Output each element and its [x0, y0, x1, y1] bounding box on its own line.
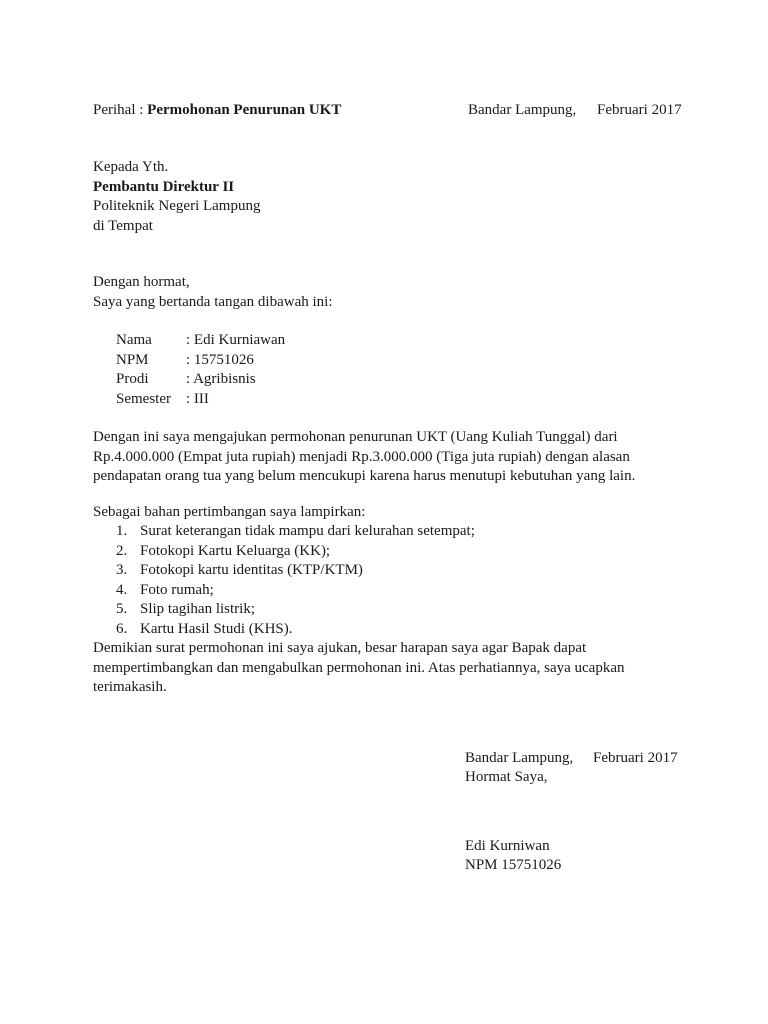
- identity-value: : 15751026: [186, 351, 254, 368]
- recipient-block: [93, 158, 260, 236]
- identity-label: Semester: [116, 390, 171, 407]
- request-line: Dengan ini saya mengajukan permohonan penurunan UKT (Uang Kuliah Tunggal) dari: [93, 429, 618, 445]
- signature-month-year: Februari 2017: [593, 750, 678, 766]
- recipient-location: di Tempat: [93, 217, 153, 234]
- list-item: [116, 620, 475, 640]
- list-number: 4.: [116, 581, 128, 598]
- list-number: 3.: [116, 562, 128, 578]
- subject-value: Permohonan Penurunan UKT: [147, 102, 342, 118]
- list-item: [116, 542, 475, 562]
- salutation: Dengan hormat,: [93, 274, 190, 290]
- closing-line: terimakasih.: [93, 679, 167, 695]
- identity-row: [116, 390, 285, 410]
- list-text: Slip tagihan listrik;: [140, 601, 255, 617]
- recipient-position: Pembantu Direktur II: [93, 178, 235, 195]
- opening-block: [93, 273, 333, 312]
- identity-table: [116, 331, 285, 409]
- header-date: [468, 101, 576, 121]
- list-number: 2.: [116, 542, 128, 559]
- identity-value: : Agribisnis: [186, 371, 256, 387]
- recipient-greeting: Kepada Yth.: [93, 159, 169, 175]
- attachments-list: [116, 522, 475, 639]
- list-text: Kartu Hasil Studi (KHS).: [140, 620, 293, 637]
- subject-label: Perihal :: [93, 102, 144, 118]
- list-item: [116, 600, 475, 620]
- identity-row: [116, 351, 285, 371]
- header-month-year: Februari 2017: [597, 102, 682, 118]
- signature-regards: Hormat Saya,: [465, 769, 548, 785]
- recipient-institution: Politeknik Negeri Lampung: [93, 198, 261, 214]
- signature-name: Edi Kurniwan: [465, 838, 550, 854]
- list-text: Fotokopi Kartu Keluarga (KK);: [140, 542, 331, 559]
- list-text: Foto rumah;: [140, 581, 214, 598]
- list-item: [116, 522, 475, 542]
- list-number: 5.: [116, 601, 128, 617]
- list-text: Fotokopi kartu identitas (KTP/KTM): [140, 562, 363, 578]
- list-text: Surat keterangan tidak mampu dari kelurahan setempat;: [140, 523, 475, 539]
- identity-row: [116, 370, 285, 390]
- identity-value: : III: [186, 390, 209, 407]
- list-number: 1.: [116, 523, 128, 539]
- identity-row: [116, 331, 285, 351]
- identity-label: Prodi: [116, 371, 149, 387]
- request-paragraph: [93, 428, 635, 487]
- attachments-intro: Sebagai bahan pertimbangan saya lampirkan:: [93, 504, 366, 520]
- signature-npm: NPM 15751026: [465, 857, 562, 873]
- list-number: 6.: [116, 620, 128, 637]
- closing-paragraph: [93, 639, 625, 698]
- intro-text: Saya yang bertanda tangan dibawah ini:: [93, 293, 333, 310]
- subject-line: [93, 101, 341, 121]
- request-line: Rp.4.000.000 (Empat juta rupiah) menjadi Rp.3.000.000 (Tiga juta rupiah) dengan alasan: [93, 448, 630, 465]
- list-item: [116, 581, 475, 601]
- header-place: Bandar Lampung,: [468, 102, 577, 118]
- request-line: pendapatan orang tua yang belum mencukupi karena harus menutupi kebutuhan yang lain.: [93, 468, 636, 484]
- identity-label: NPM: [116, 351, 149, 368]
- signature-place: Bandar Lampung,: [465, 750, 574, 766]
- list-item: [116, 561, 475, 581]
- closing-line: Demikian surat permohonan ini saya ajukan, besar harapan saya agar Bapak dapat: [93, 640, 587, 656]
- identity-label: Nama: [116, 332, 152, 348]
- closing-line: mempertimbangkan dan mengabulkan permohonan ini. Atas perhatiannya, saya ucapkan: [93, 659, 625, 676]
- identity-value: : Edi Kurniawan: [186, 332, 286, 348]
